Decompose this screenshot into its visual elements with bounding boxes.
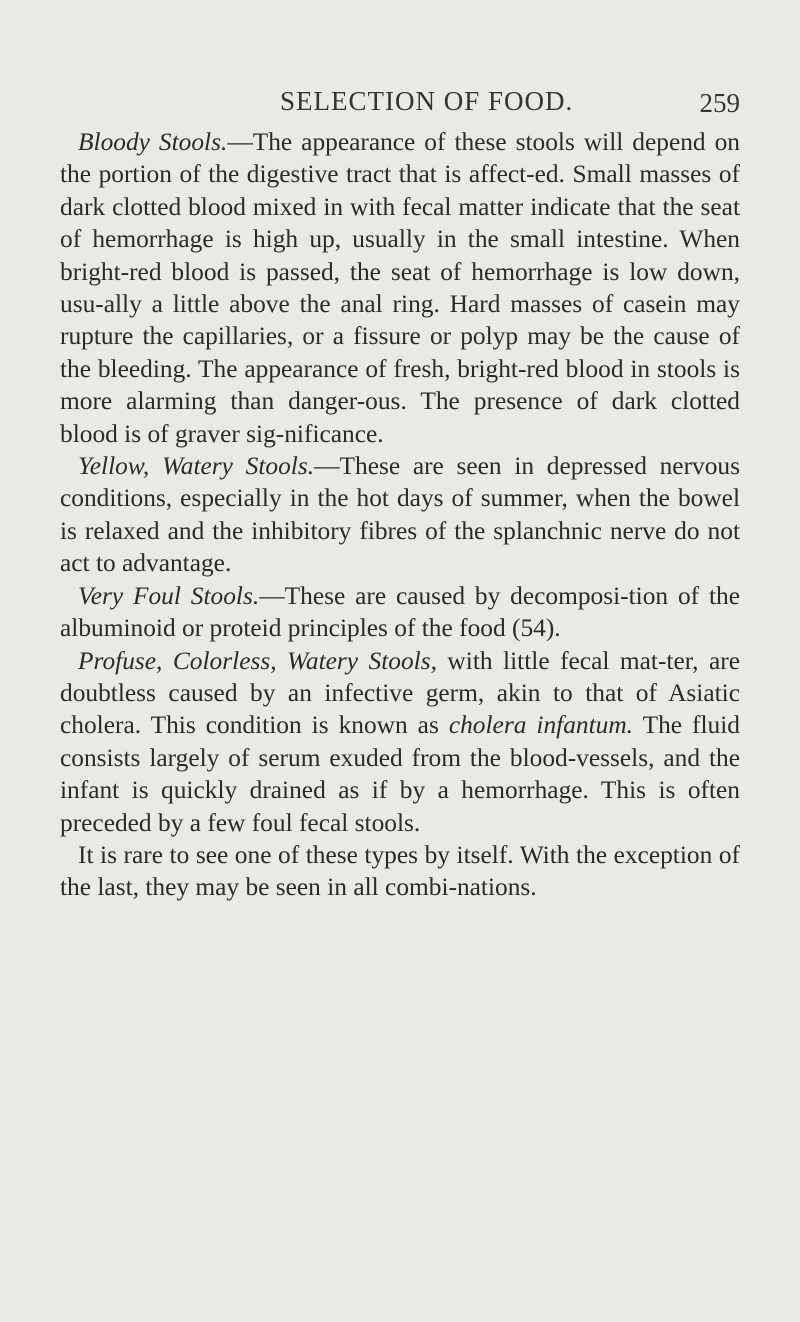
paragraph-text: The fluid consists largely of serum exuded from the blood-vessels, and the infant is quickly drained as if by a hemorrhage. This is often preceded by a few foul fecal stools. (60, 711, 740, 837)
running-title: SELECTION OF FOOD. (280, 86, 574, 116)
paragraph-closing-remark (60, 839, 740, 904)
paragraph-text: —The appearance of these stools will depend on the portion of the digestive tract that is affect-ed. Small masses of dark clotted blood mixed in with fecal matter indicate that the seat of hemorrhage is high up, usually in the small intestine. When bright-red blood is passed, the seat of hemorrhage is low down, usu-ally a little above the anal ring. Hard masses of casein may rupture the capillaries, or a fissure or polyp may be the cause of the bleeding. The appearance of fresh, bright-red blood in stools is more alarming than danger-ous. The presence of dark clotted blood is of graver sig-nificance. (60, 128, 740, 448)
paragraph-text: It is rare to see one of these types by itself. With the exception of the last, they may be seen in all combi-nations. (60, 840, 740, 902)
paragraph-heading: Yellow, Watery Stools. (78, 452, 315, 481)
paragraph-profuse-colorless-watery-stools (60, 645, 740, 839)
paragraph-very-foul-stools (60, 580, 740, 645)
term-cholera-infantum: cholera infantum. (448, 711, 634, 740)
paragraph-heading: Bloody Stools. (78, 128, 228, 156)
paragraph-text: —These are caused by decomposi-tion of the albuminoid or proteid principles of the food (54). (60, 581, 740, 643)
page-number: 259 (699, 88, 740, 118)
paragraph-text: with little fecal mat-ter, are doubtless caused by an infective germ, akin to that of Asiatic cholera. This condition is known as (60, 646, 740, 740)
paragraph-bloody-stools (60, 126, 740, 450)
paragraph-heading: Very Foul Stools. (78, 581, 260, 610)
running-head (60, 86, 740, 126)
paragraph-heading: Profuse, Colorless, Watery Stools, (78, 646, 437, 675)
body-text (60, 126, 740, 904)
paragraph-yellow-watery-stools (60, 450, 740, 580)
paragraph-text: —These are seen in depressed nervous conditions, especially in the hot days of summer, when the bowel is relaxed and the inhibitory fibres of the splanchnic nerve do not act to advantage. (60, 452, 740, 578)
